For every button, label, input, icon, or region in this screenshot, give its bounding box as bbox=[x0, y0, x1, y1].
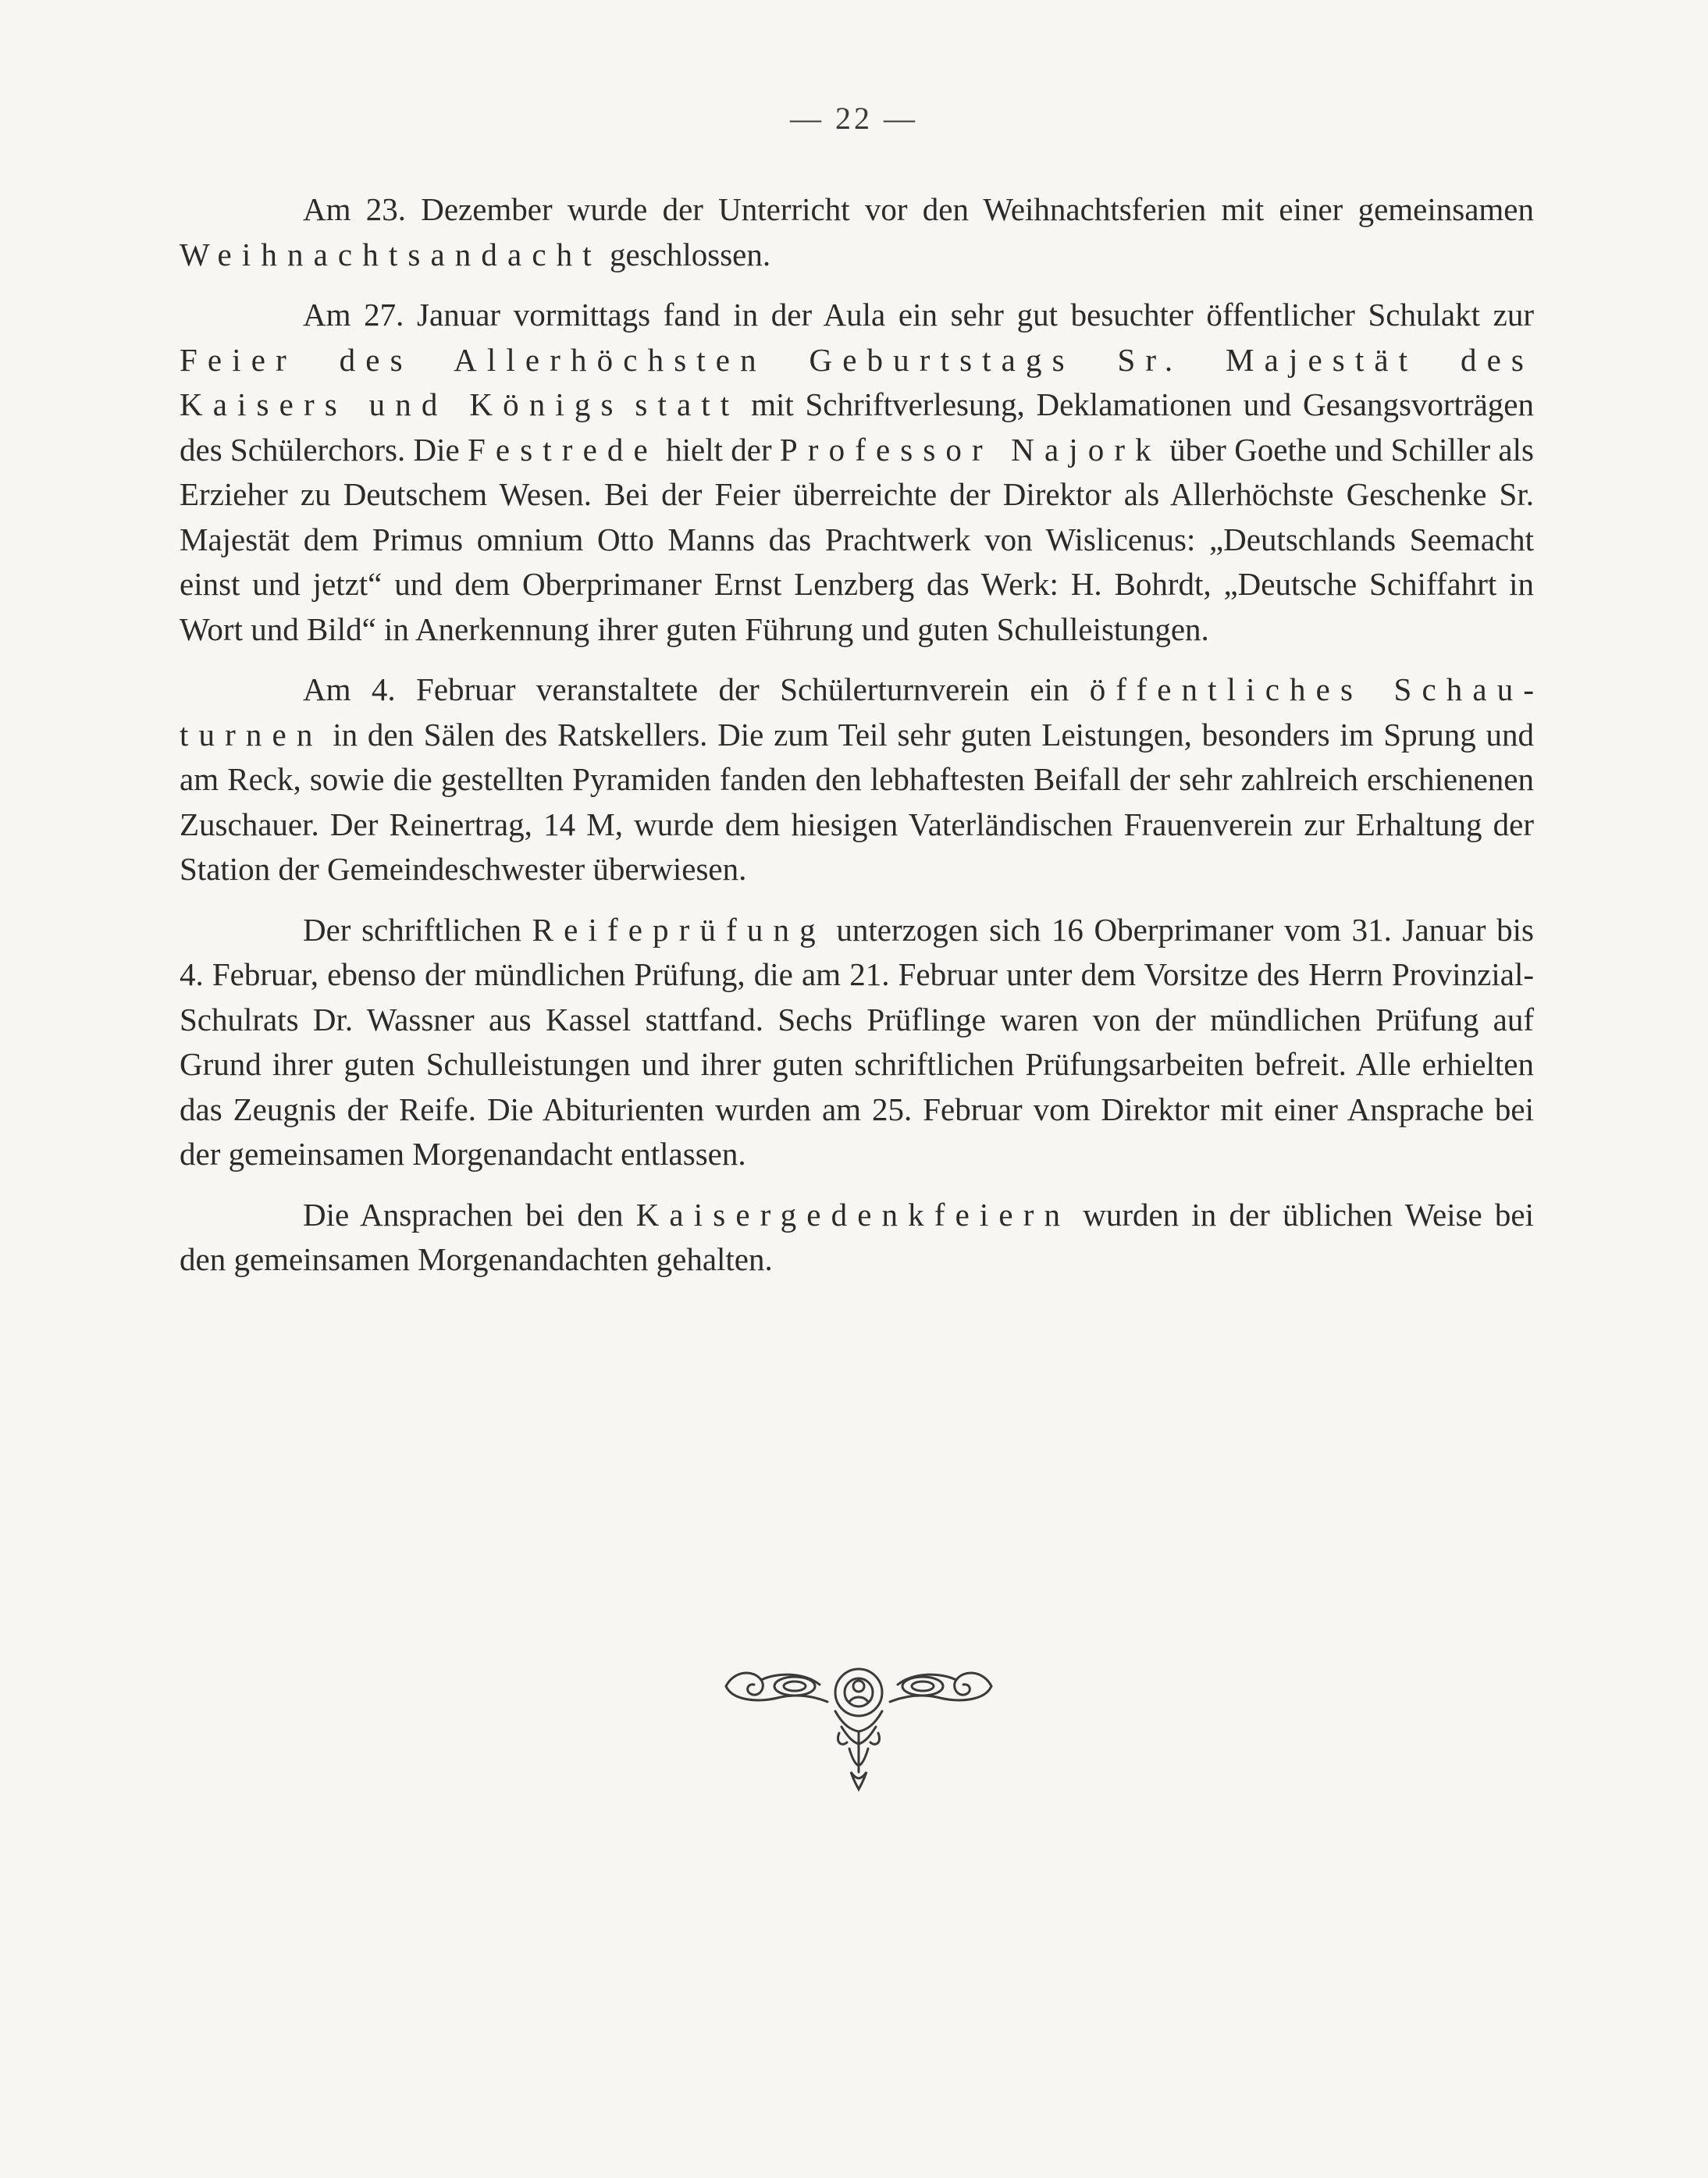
paragraph-text: unterzogen sich 16 Oberprimaner vom 31. Januar bis 4. Februar, ebenso der mündlichen Prüfung, die am 21. Februar unter dem Vorsitze des Herrn Provinzial-Schulrats Dr. Wassner aus Kassel stattfand. Sechs Prüflinge waren von der mündlichen Prüfung auf Grund ihrer guten Schulleistungen und ihrer guten schriftlichen Prüfungsarbeiten befreit. Alle erhielten das Zeugnis der Reife. Die Abiturienten wurden am 25. Februar vom Direktor mit einer Ansprache bei der gemeinsamen Morgenandacht entlassen. bbox=[180, 911, 1534, 1172]
spaced-emphasis-text: öffentliches Schauturnen bbox=[180, 671, 1534, 753]
body-text bbox=[180, 187, 1534, 1298]
paragraph bbox=[180, 667, 1534, 892]
spaced-emphasis-text: statt bbox=[635, 386, 740, 422]
paragraph-text: hielt der bbox=[657, 431, 780, 468]
floral-ornament-icon bbox=[718, 1655, 999, 1795]
paragraph-text: mit Schriftverlesung, Deklamationen und Gesangsvorträgen des Schülerchors. Die bbox=[180, 386, 1535, 468]
spaced-emphasis-text: Professor Najork bbox=[779, 431, 1162, 468]
spaced-emphasis-text: Weihnachtsandacht bbox=[180, 236, 602, 272]
paragraph-text: Die Ansprachen bei den bbox=[303, 1196, 636, 1233]
paragraph bbox=[180, 293, 1534, 652]
paragraph-text: über Goethe und Schiller als Erzieher zu Deutschem Wesen. Bei der Feier überreichte der Direktor als Allerhöchste Geschenke Sr. Majestät dem Primus omnium Otto Manns das Prachtwerk von Wislicenus: „Deutschlands Seemacht einst und jetzt“ und dem Oberprimaner Ernst Lenzberg das Werk: H. Bohrdt, „Deutsche Schiffahrt in Wort und Bild“ in Anerkennung ihrer guten Führung und guten Schulleistungen. bbox=[180, 431, 1534, 647]
paragraph-text: in den Sälen des Ratskellers. Die zum Teil sehr guten Leistungen, besonders im Sprung und am Reck, sowie die gestellten Pyramiden fanden den lebhaftesten Beifall der sehr zahlreich erschienenen Zuschauer. Der Reinertrag, 14 M, wurde dem hiesigen Vaterländischen Frauenverein zur Erhaltung der Station der Gemeindeschwester überwiesen. bbox=[180, 716, 1534, 887]
paragraph bbox=[180, 187, 1534, 277]
paragraph-text: Am 27. Januar vormittags fand in der Aula ein sehr gut besuchter öffentlicher Schulakt zur bbox=[303, 297, 1534, 333]
paragraph-text: Am 4. Februar veranstaltete der Schülerturnverein ein bbox=[303, 671, 1090, 707]
paragraph-text: Der schriftlichen bbox=[303, 911, 532, 948]
paragraph bbox=[180, 908, 1534, 1177]
spaced-emphasis-text: Reifeprüfung bbox=[532, 911, 826, 948]
paragraph-text: wurden in der üblichen Weise bei den gemeinsamen Morgenandachten gehalten. bbox=[180, 1196, 1534, 1277]
spaced-emphasis-text: Festrede bbox=[467, 431, 658, 468]
paragraph bbox=[180, 1193, 1534, 1283]
spaced-emphasis-text: Feier des Allerhöchsten Geburtstags Sr. Majestät des Kaisers und Königs bbox=[180, 341, 1534, 422]
paragraph-text bbox=[624, 386, 635, 422]
paragraph-text: geschlossen. bbox=[601, 236, 771, 272]
paragraph-text: Am 23. Dezember wurde der Unterricht vor den Weihnachtsferien mit einer gemeinsamen bbox=[303, 191, 1534, 227]
spaced-emphasis-text: Kaisergedenkfeiern bbox=[635, 1196, 1071, 1233]
page-number: — 22 — bbox=[790, 101, 918, 136]
